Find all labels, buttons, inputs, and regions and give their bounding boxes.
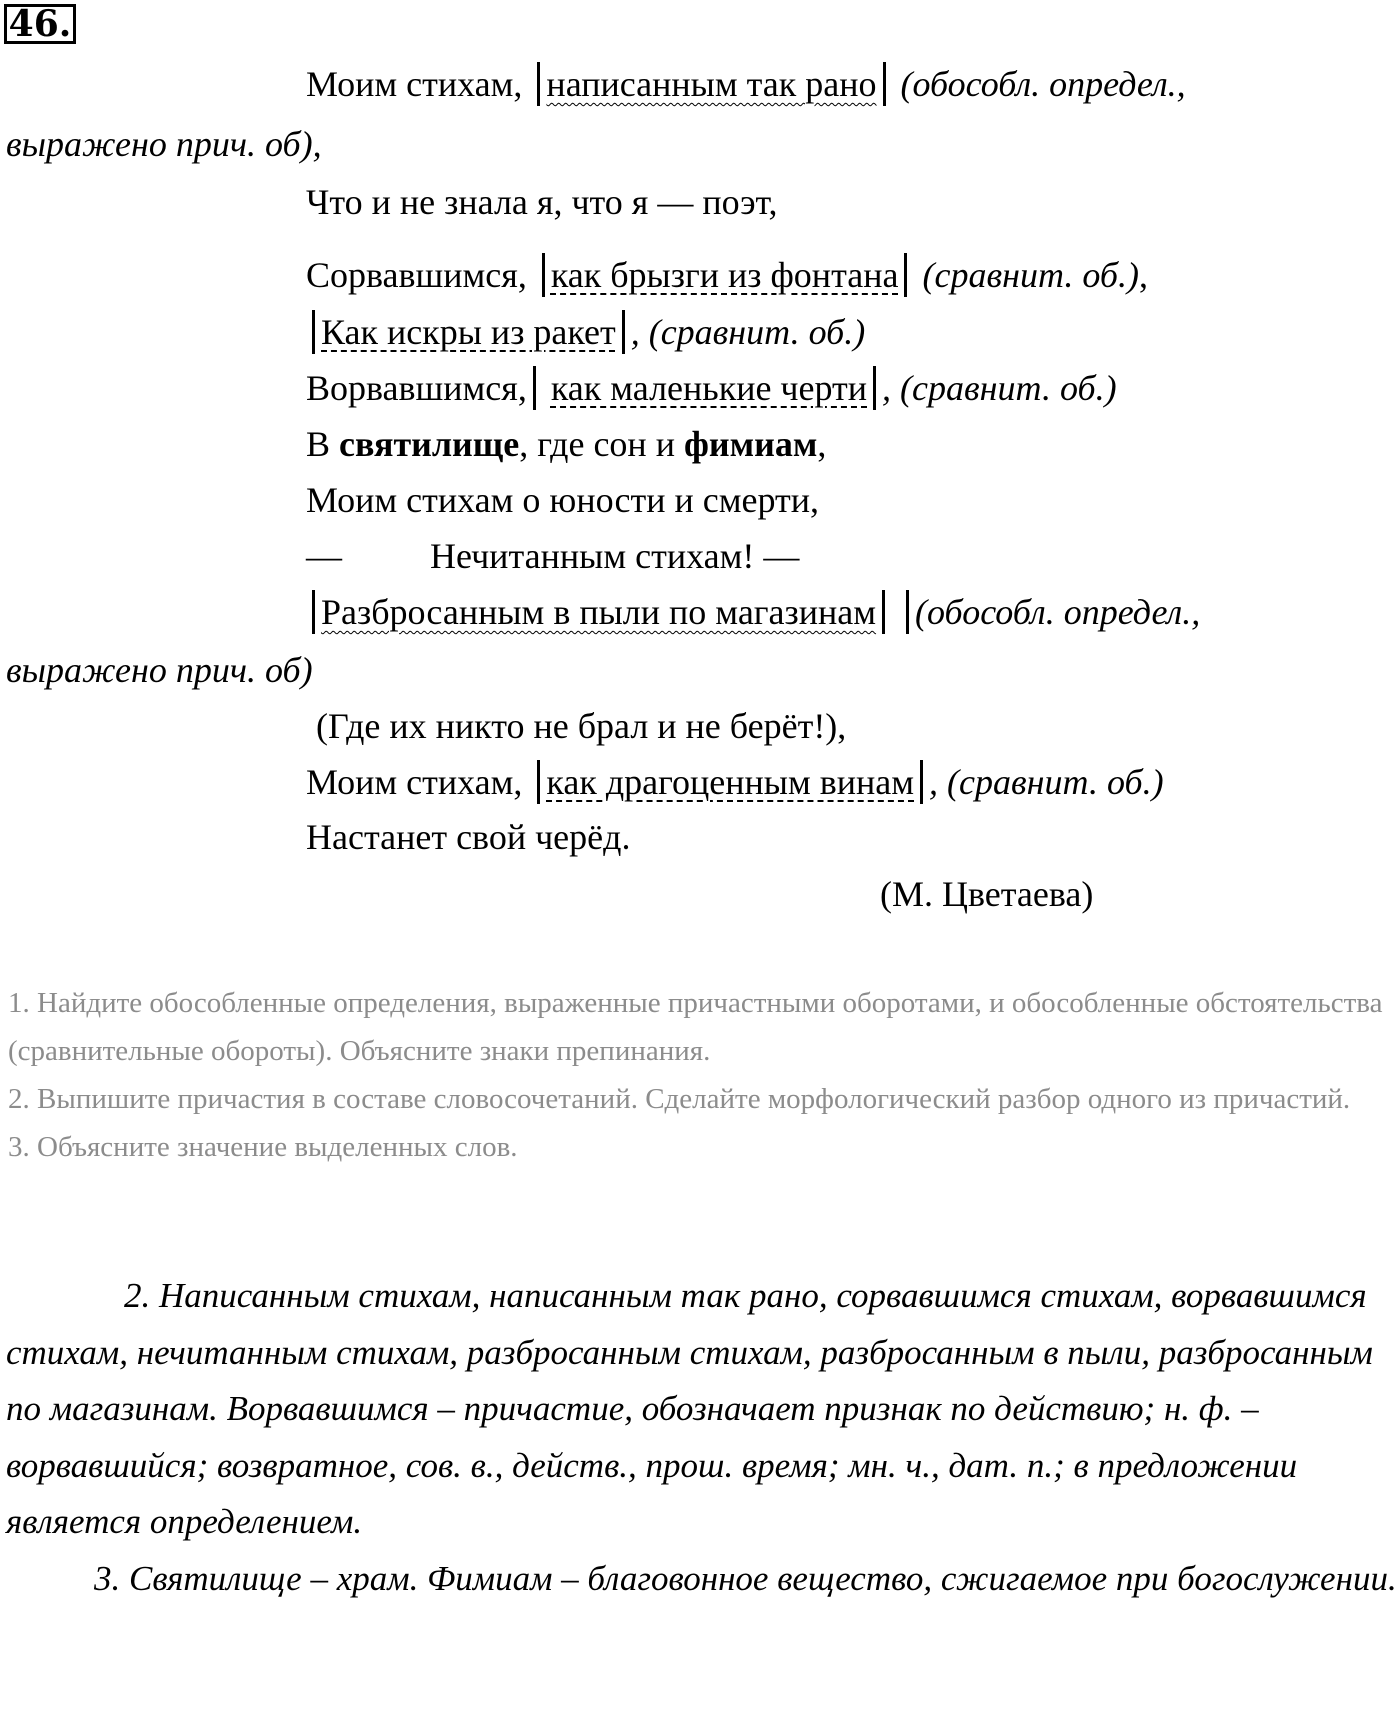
task-list [8, 979, 1388, 1171]
grammar-note: , (сравнит. об.) [882, 368, 1117, 408]
task-item: 2. Выпишите причастия в составе словосочетаний. Сделайте морфологический разбор одного из причастий. [8, 1083, 1351, 1115]
boundary-mark [537, 760, 540, 804]
boundary-mark [883, 62, 886, 106]
poem-line-2: Что и не знала я, что я — поэт, [306, 182, 778, 222]
boundary-mark [537, 62, 540, 106]
boundary-mark [882, 590, 885, 634]
boundary-mark [904, 253, 907, 297]
grammar-note: (обособл. определ., [915, 592, 1201, 632]
grammar-note: (обособл. определ., [900, 64, 1186, 104]
answer-2: 2. Написанным стихам, написанным так рано, сорвавшимся стихам, ворвавшимся стихам, нечитанным стихам, разбросанным стихам, разбросанным в пыли, разбросанным по магазинам. Ворвавшимся – причастие, обозначает признак по действию; н. ф. – ворвавшийся; возвратное, сов. в., действ., прош. время; мн. ч., дат. п.; в предложении является определением. [6, 1276, 1373, 1541]
grammar-note: , (сравнит. об.) [630, 312, 866, 352]
task-item: 1. Найдите обособленные определения, выраженные причастными оборотами, и обособленные обстоятельства (сравнительные обороты). Объясните знаки препинания. [8, 987, 1383, 1067]
participial-phrase: написанным так рано [546, 64, 877, 104]
poem-line-3: Сорвавшимся, как брызги из фонтана (сравнит. об.), [306, 255, 1148, 295]
comparative-phrase: как драгоценным винам [546, 762, 915, 802]
boundary-mark [533, 366, 536, 410]
comparative-phrase: Как искры из ракет [321, 312, 616, 352]
poem-line-4 [306, 310, 865, 354]
grammar-note-cont: выражено прич. об) [6, 650, 313, 690]
poem-line-9 [306, 590, 1200, 634]
boundary-mark [873, 366, 876, 410]
participial-phrase: Разбросанным в пыли по магазинам [321, 592, 877, 632]
poem-line-12: Настанет свой черёд. [306, 817, 631, 857]
boundary-mark [622, 310, 625, 354]
boundary-mark [312, 590, 315, 634]
exercise-number: 46. [4, 4, 76, 44]
highlighted-word: святилище [339, 424, 520, 464]
poem-line-10: (Где их никто не брал и не берёт!), [316, 706, 847, 746]
comparative-phrase: как брызги из фонтана [550, 255, 899, 295]
poem-line-8: — Нечитанным стихам! — [306, 536, 800, 576]
highlighted-word: фимиам [683, 424, 818, 464]
grammar-note: , (сравнит. об.) [929, 762, 1164, 802]
poem-line-1: Моим стихам, написанным так рано (обособл. определ., [306, 64, 1186, 104]
boundary-mark [542, 253, 545, 297]
comparative-phrase: как маленькие черти [550, 368, 868, 408]
poem-line-7: Моим стихам о юности и смерти, [306, 480, 819, 520]
answer-3: 3. Святилище – храм. Фимиам – благовонное вещество, сжигаемое при богослужении. [94, 1558, 1397, 1598]
grammar-note: (сравнит. об.) [922, 255, 1139, 295]
boundary-mark [906, 590, 909, 634]
answers [6, 1268, 1398, 1607]
poem-line-11: Моим стихам, как драгоценным винам , (сравнит. об.) [306, 762, 1164, 802]
task-item: 3. Объясните значение выделенных слов. [8, 1131, 518, 1163]
boundary-mark [920, 760, 923, 804]
poem-author: (М. Цветаева) [880, 874, 1094, 914]
grammar-note-cont: выражено прич. об), [6, 124, 322, 164]
poem-line-6: В святилище, где сон и фимиам, [306, 424, 827, 464]
poem-line-5: Ворвавшимся, как маленькие черти , (сравнит. об.) [306, 368, 1117, 408]
boundary-mark [312, 310, 315, 354]
